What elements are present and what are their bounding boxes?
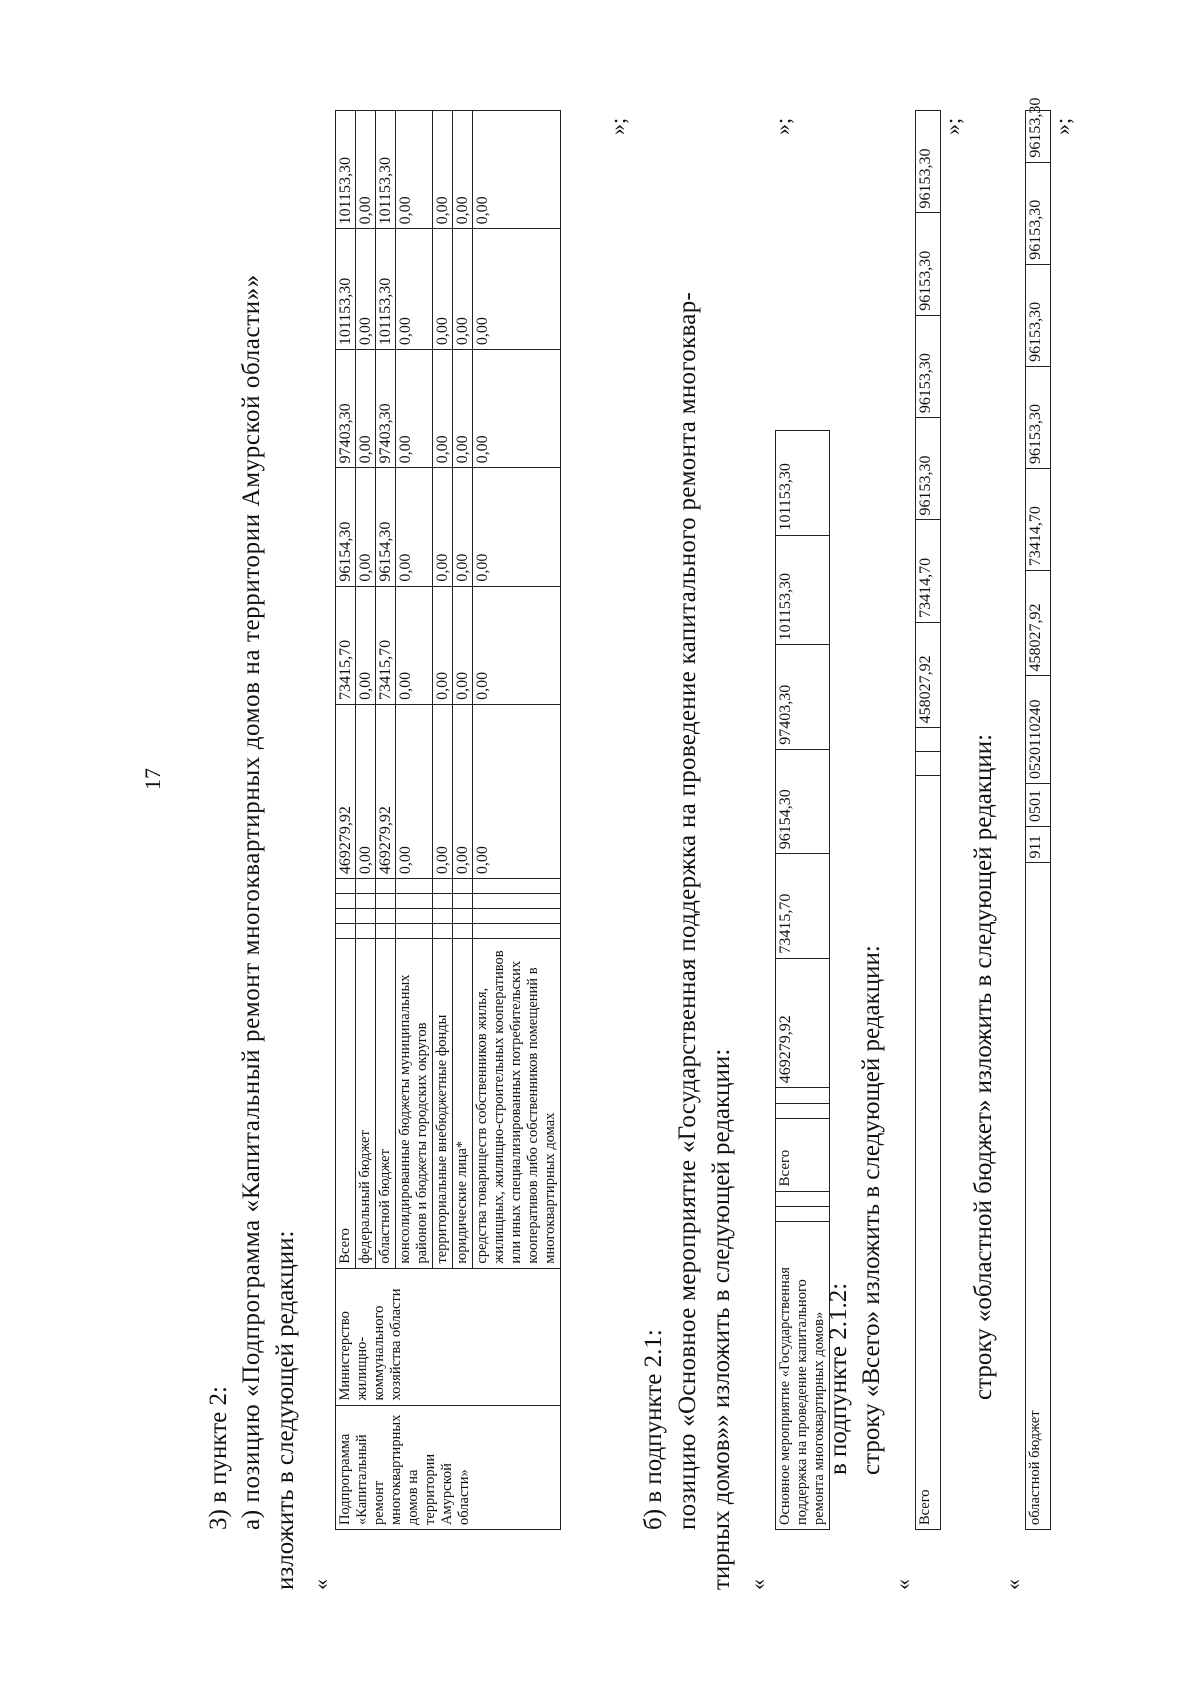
row-label-cell: областной бюджет — [1026, 863, 1051, 1530]
subitem-a-line1: а) позицию «Подпрограмма «Капитальный ремонт многоквартирных домов на территории Амурской области»» — [238, 273, 265, 1530]
main-activity-table — [775, 430, 830, 1530]
value-cell: 73415,70 — [376, 586, 396, 704]
table-row — [776, 430, 830, 1529]
item-3-heading: 3) в пункте 2: — [205, 1385, 232, 1530]
rotated-page — [50, 50, 1150, 1650]
value-cell: 0,00 — [396, 704, 433, 878]
value-cell: 0,00 — [453, 349, 473, 467]
code-cell: 911 — [1026, 826, 1051, 863]
value-cell: 0,00 — [433, 110, 453, 228]
value-cell: 96153,30 — [916, 417, 941, 519]
code-cell: 0520110240 — [1026, 675, 1051, 783]
close-quote: »; — [605, 117, 630, 135]
section-c-line1: строку «Всего» изложить в следующей редакции: — [858, 944, 885, 1475]
value-cell: 469279,92 — [336, 704, 356, 878]
value-cell: 0,00 — [473, 110, 561, 228]
source-cell: областной бюджет — [376, 938, 396, 1268]
value-cell: 96153,30 — [1026, 110, 1051, 162]
value-cell: 0,00 — [396, 467, 433, 585]
value-cell: 96154,30 — [376, 467, 396, 585]
value-cell: 96154,30 — [776, 749, 830, 853]
value-cell: 96153,30 — [1026, 264, 1051, 366]
value-cell: 0,00 — [356, 586, 376, 704]
value-cell: 0,00 — [356, 228, 376, 349]
code-cell: 0501 — [1026, 783, 1051, 826]
value-cell: 0,00 — [473, 228, 561, 349]
value-cell: 73414,70 — [1026, 468, 1051, 570]
source-cell: Всего — [336, 938, 356, 1268]
value-cell: 73414,70 — [916, 519, 941, 621]
open-quote: « — [745, 1578, 770, 1590]
open-quote: « — [308, 1578, 333, 1590]
value-cell: 97403,30 — [776, 644, 830, 748]
value-cell: 0,00 — [473, 586, 561, 704]
source-cell: консолидированные бюджеты муниципальных районов и бюджеты городских округов — [396, 938, 433, 1268]
value-cell: 0,00 — [396, 586, 433, 704]
value-cell: 0,00 — [433, 349, 453, 467]
value-cell: 0,00 — [453, 228, 473, 349]
value-cell: 458027,92 — [916, 622, 941, 728]
value-cell: 73415,70 — [776, 853, 830, 957]
value-cell: 96154,30 — [336, 467, 356, 585]
table-row — [1026, 110, 1051, 1529]
section-b-line2: тирных домов»» изложить в следующей редакции: — [708, 1048, 735, 1590]
subprogram-name-cell: Подпрограмма «Капитальный ремонт многоквартирных домов на территории Амурской области» — [336, 1405, 561, 1529]
value-cell: 0,00 — [473, 349, 561, 467]
section-d-line1: строку «областной бюджет» изложить в следующей редакции: — [970, 733, 997, 1400]
table-row — [336, 110, 356, 1529]
value-cell: 97403,30 — [336, 349, 356, 467]
regional-budget-row-table — [1025, 97, 1051, 1530]
document-page — [50, 50, 1150, 1650]
value-cell: 0,00 — [356, 349, 376, 467]
subitem-a-line2: изложить в следующей редакции: — [272, 1230, 299, 1590]
value-cell: 469279,92 — [376, 704, 396, 878]
page-number: 17 — [140, 767, 165, 790]
value-cell: 101153,30 — [776, 535, 830, 645]
value-cell: 73415,70 — [336, 586, 356, 704]
value-cell: 469279,92 — [776, 958, 830, 1088]
total-row-table — [915, 110, 941, 1530]
value-cell: 0,00 — [473, 704, 561, 878]
value-cell: 101153,30 — [336, 228, 356, 349]
value-cell: 0,00 — [453, 704, 473, 878]
responsible-cell: Министерство жилищно-коммунального хозяйства области — [336, 1268, 561, 1405]
value-cell: 0,00 — [433, 228, 453, 349]
row-label-cell: Всего — [916, 775, 941, 1529]
section-c-heading: в подпункте 2.1.2: — [825, 1282, 852, 1475]
value-cell: 101153,30 — [336, 110, 356, 228]
source-cell: юридические лица* — [453, 938, 473, 1268]
value-cell: 96153,30 — [1026, 162, 1051, 264]
value-cell: 458027,92 — [1026, 570, 1051, 675]
close-quote: »; — [1050, 117, 1075, 135]
value-cell: 0,00 — [356, 110, 376, 228]
value-cell: 97403,30 — [376, 349, 396, 467]
value-cell: 96153,30 — [1026, 366, 1051, 468]
table-row — [916, 110, 941, 1529]
section-b-heading: б) в подпункте 2.1: — [640, 1328, 667, 1530]
close-quote: »; — [770, 117, 795, 135]
close-quote: »; — [940, 117, 965, 135]
value-cell: 0,00 — [396, 228, 433, 349]
value-cell: 101153,30 — [376, 228, 396, 349]
open-quote: « — [1000, 1578, 1025, 1590]
value-cell: 0,00 — [433, 704, 453, 878]
source-cell: федеральный бюджет — [356, 938, 376, 1268]
value-cell: 96153,30 — [916, 315, 941, 417]
value-cell: 0,00 — [396, 110, 433, 228]
value-cell: 0,00 — [453, 467, 473, 585]
value-cell: 0,00 — [453, 586, 473, 704]
source-cell: Всего — [776, 1118, 830, 1191]
value-cell: 101153,30 — [376, 110, 396, 228]
value-cell: 0,00 — [473, 467, 561, 585]
subprogram-table — [335, 110, 561, 1530]
activity-name-cell: Основное мероприятие «Государственная поддержка на проведение капитального ремонта многоквартирных домов» — [776, 1221, 830, 1529]
value-cell: 0,00 — [356, 467, 376, 585]
value-cell: 96153,30 — [916, 212, 941, 314]
source-cell: средства товариществ собственников жилья, жилищных, жилищно-строительных кооперативов или иных специализированных потребительских кооперативов либо собственников помещений в многоквартирных домах — [473, 938, 561, 1268]
source-cell: территориальные внебюджетные фонды — [433, 938, 453, 1268]
open-quote: « — [890, 1578, 915, 1590]
value-cell: 0,00 — [433, 586, 453, 704]
value-cell: 0,00 — [433, 467, 453, 585]
section-b-line1: позицию «Основное мероприятие «Государственная поддержка на проведение капитального ремонта многоквар- — [674, 291, 701, 1530]
value-cell: 0,00 — [453, 110, 473, 228]
value-cell: 101153,30 — [776, 430, 830, 535]
value-cell: 0,00 — [396, 349, 433, 467]
value-cell: 96153,30 — [916, 110, 941, 212]
value-cell: 0,00 — [356, 704, 376, 878]
